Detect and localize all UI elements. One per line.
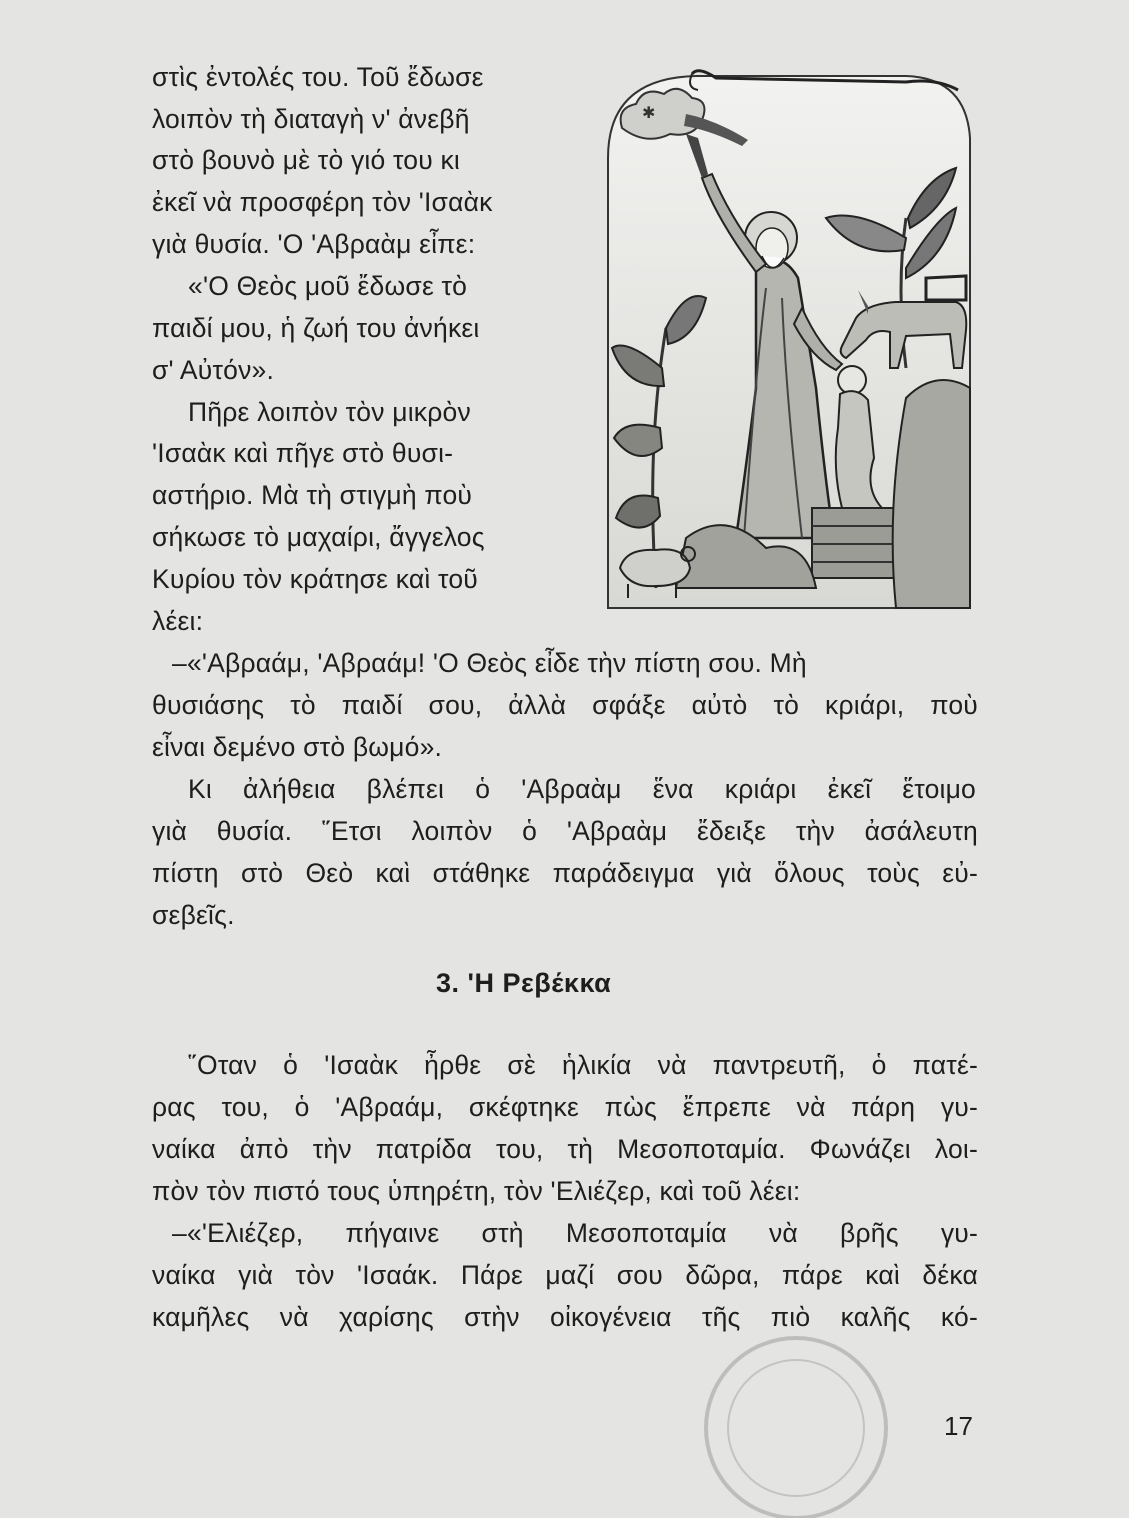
text-line: αστήριο. Μὰ τὴ στιγμὴ ποὺ — [152, 480, 473, 510]
library-stamp-graphic — [686, 1318, 976, 1518]
text-line: ρας του, ὁ 'Αβραάμ, σκέφτηκε πὼς ἔπρεπε νὰ πάρη γυ- — [152, 1092, 978, 1122]
text-line: «'Ο Θεὸς μοῦ ἔδωσε τὸ — [188, 271, 468, 301]
text-line: παιδί μου, ἡ ζωή του ἀνήκει — [152, 313, 480, 343]
text-line: καμῆλες νὰ χαρίσης στὴν οἰκογένεια τῆς πιὸ καλῆς κό- — [152, 1302, 978, 1332]
text-line: στὶς ἐντολές του. Τοῦ ἔδωσε — [152, 62, 484, 92]
text-line: σ' Αὐτόν». — [152, 355, 275, 385]
text-line: λοιπὸν τὴ διαταγὴ ν' ἀνεβῆ — [152, 104, 470, 134]
text-line: γιὰ θυσία. 'Ο 'Αβραὰμ εἶπε: — [152, 229, 476, 259]
text-line: εἶναι δεμένο στὸ βωμό». — [152, 732, 443, 762]
svg-text:✱: ✱ — [642, 103, 656, 122]
abraham-isaac-illustration — [606, 68, 976, 614]
page-number: 17 — [944, 1411, 973, 1441]
text-line: λέει: — [152, 606, 204, 636]
text-line: στὸ βουνὸ μὲ τὸ γιό του κι — [152, 145, 461, 175]
text-line: σεβεῖς. — [152, 900, 235, 930]
section-heading: 3. 'Η Ρεβέκκα — [436, 968, 612, 998]
text-line: Κι ἀλήθεια βλέπει ὁ 'Αβραὰμ ἕνα κριάρι ἐκεῖ ἕτοιμο — [188, 774, 976, 804]
text-line: –«'Αβραάμ, 'Αβραάμ! 'Ο Θεὸς εἶδε τὴν πίστη σου. Μὴ — [172, 648, 807, 678]
text-line: σήκωσε τὸ μαχαίρι, ἄγγελος — [152, 522, 485, 552]
text-line: ναίκα ἀπὸ τὴν πατρίδα του, τὴ Μεσοποταμία. Φωνάζει λοι- — [152, 1134, 978, 1164]
text-line: γιὰ θυσία. ῞Ετσι λοιπὸν ὁ 'Αβραὰμ ἔδειξε τὴν ἀσάλευτη — [152, 816, 978, 846]
text-line: Πῆρε λοιπὸν τὸν μικρὸν — [188, 397, 471, 427]
text-line: 'Ισαὰκ καὶ πῆγε στὸ θυσι- — [152, 438, 454, 468]
text-line: ἐκεῖ νὰ προσφέρη τὸν 'Ισαὰκ — [152, 187, 493, 217]
text-line: Κυρίου τὸν κράτησε καὶ τοῦ — [152, 564, 478, 594]
text-line: πὸν τὸν πιστό τους ὑπηρέτη, τὸν 'Ελιέζερ, καὶ τοῦ λέει: — [152, 1176, 801, 1206]
text-line: ναίκα γιὰ τὸν 'Ισαάκ. Πάρε μαζί σου δῶρα, πάρε καὶ δέκα — [152, 1260, 978, 1290]
text-line: ῞Οταν ὁ 'Ισαὰκ ἦρθε σὲ ἡλικία νὰ παντρευτῆ, ὁ πατέ- — [188, 1050, 978, 1080]
text-line: –«'Ελιέζερ, πήγαινε στὴ Μεσοποταμία νὰ βρῆς γυ- — [172, 1218, 978, 1248]
text-line: πίστη στὸ Θεὸ καὶ στάθηκε παράδειγμα γιὰ ὅλους τοὺς εὐ- — [152, 858, 978, 888]
text-line: θυσιάσης τὸ παιδί σου, ἀλλὰ σφάξε αὐτὸ τὸ κριάρι, ποὺ — [152, 690, 978, 720]
